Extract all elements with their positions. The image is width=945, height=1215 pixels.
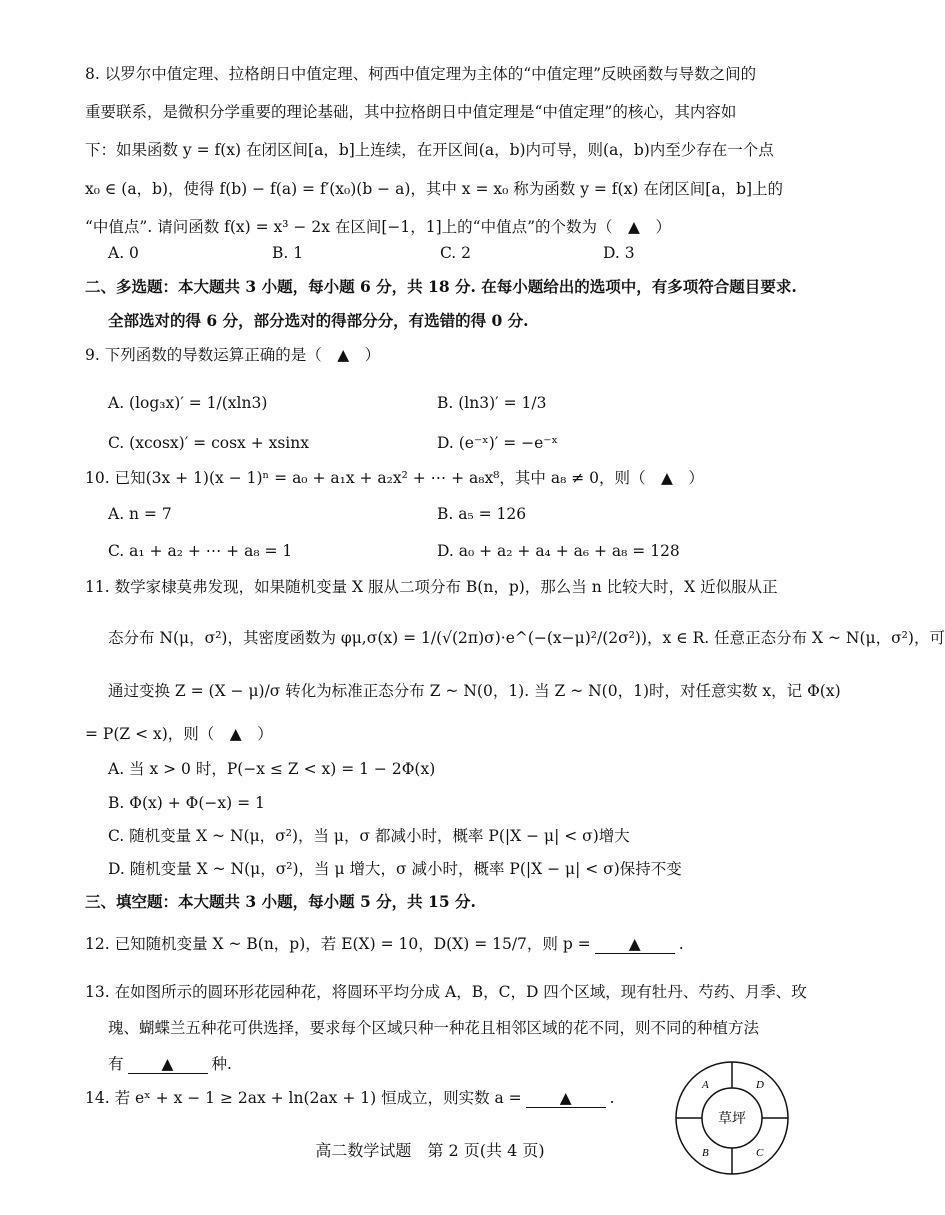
q11-line-2: 态分布 N(μ，σ²)，其密度函数为 φμ,σ(x) = 1/(√(2π)σ)·e^(−(x−μ)²/(2σ²))，x ∈ R. 任意正态分布 X ~ N(μ，σ²)，可	[108, 629, 945, 647]
q10-option-d[interactable]: D. a₀ + a₂ + a₄ + a₆ + a₈ = 128	[437, 542, 680, 560]
q10-stem: 10. 已知(3x + 1)(x − 1)ⁿ = a₀ + a₁x + a₂x² + ⋯ + a₈x⁸，其中 a₈ ≠ 0，则（ ▲ ）	[85, 469, 704, 487]
section-2-note: 全部选对的得 6 分，部分选对的得部分分，有选错的得 0 分.	[108, 311, 529, 330]
q11-option-b[interactable]: B. Φ(x) + Φ(−x) = 1	[108, 794, 265, 812]
region-label-c: C	[756, 1147, 764, 1159]
q14-end: .	[609, 1089, 615, 1107]
q9-option-c[interactable]: C. (xcosx)′ = cosx + xsinx	[108, 434, 309, 452]
q14-answer-blank[interactable]: ▲	[526, 1089, 606, 1108]
region-label-b: B	[702, 1147, 709, 1159]
q8-line-4: x₀ ∈ (a，b)，使得 f(b) − f(a) = f′(x₀)(b − a)，其中 x = x₀ 称为函数 y = f(x) 在闭区间[a，b]上的	[85, 180, 784, 198]
q12	[85, 933, 684, 955]
q8-option-a[interactable]: A. 0	[108, 244, 139, 262]
q14	[85, 1087, 615, 1109]
q10-option-b[interactable]: B. a₅ = 126	[437, 505, 527, 523]
region-label-a: A	[702, 1079, 709, 1091]
q9-option-a[interactable]: A. (log₃x)′ = 1/(xln3)	[108, 394, 268, 412]
q11-option-a[interactable]: A. 当 x > 0 时，P(−x ≤ Z < x) = 1 − 2Φ(x)	[108, 760, 436, 778]
section-2-heading: 二、多选题：本大题共 3 小题，每小题 6 分，共 18 分. 在每小题给出的选项中，有多项符合题目要求.	[85, 277, 797, 296]
q8-option-b[interactable]: B. 1	[272, 244, 304, 262]
q8-option-d[interactable]: D. 3	[603, 244, 635, 262]
q14-stem: 14. 若 eˣ + x − 1 ≥ 2ax + ln(2ax + 1) 恒成立，则实数 a =	[85, 1089, 522, 1107]
q8-line-2: 重要联系，是微积分学重要的理论基础，其中拉格朗日中值定理是“中值定理”的核心，其内容如	[85, 103, 737, 121]
lawn-label: 草坪	[718, 1111, 746, 1127]
q9-option-b[interactable]: B. (ln3)′ = 1/3	[437, 394, 547, 412]
q13-answer-blank[interactable]: ▲	[128, 1055, 208, 1074]
section-3-heading: 三、填空题：本大题共 3 小题，每小题 5 分，共 15 分.	[85, 892, 476, 911]
q9-stem: 9. 下列函数的导数运算正确的是（ ▲ ）	[85, 346, 381, 364]
q13-suffix: 种.	[211, 1055, 232, 1073]
q10-option-c[interactable]: C. a₁ + a₂ + ⋯ + a₈ = 1	[108, 542, 293, 560]
q9-option-d[interactable]: D. (e⁻ˣ)′ = −e⁻ˣ	[437, 434, 559, 452]
q11-line-4: = P(Z < x)，则（ ▲ ）	[85, 725, 273, 743]
q13-line-1: 13. 在如图所示的圆环形花园种花，将圆环平均分成 A，B，C，D 四个区域，现有牡丹、芍药、月季、玫	[85, 983, 807, 1001]
q11-line-3: 通过变换 Z = (X − μ)/σ 转化为标准正态分布 Z ~ N(0，1). 当 Z ~ N(0，1)时，对任意实数 x，记 Φ(x)	[108, 682, 841, 700]
q12-end: .	[678, 935, 684, 953]
q8-line-3: 下：如果函数 y = f(x) 在闭区间[a，b]上连续，在开区间(a，b)内可导，则(a，b)内至少存在一个点	[85, 141, 774, 159]
q8-line-5: “中值点”. 请问函数 f(x) = x³ − 2x 在区间[−1，1]上的“中值点”的个数为（ ▲ ）	[85, 218, 671, 236]
q11-option-d[interactable]: D. 随机变量 X ~ N(μ，σ²)，当 μ 增大，σ 减小时，概率 P(|X − μ| < σ)保持不变	[108, 860, 682, 878]
q10-option-a[interactable]: A. n = 7	[108, 505, 172, 523]
q11-option-c[interactable]: C. 随机变量 X ~ N(μ，σ²)，当 μ，σ 都减小时，概率 P(|X − μ| < σ)增大	[108, 827, 630, 845]
q11-line-1: 11. 数学家棣莫弗发现，如果随机变量 X 服从二项分布 B(n，p)，那么当 n 比较大时，X 近似服从正	[85, 578, 778, 596]
page-footer: 高二数学试题 第 2 页(共 4 页)	[315, 1141, 545, 1160]
q13-line-2: 瑰、蝴蝶兰五种花可供选择，要求每个区域只种一种花且相邻区域的花不同，则不同的种植方法	[108, 1019, 760, 1037]
q13-line-3	[108, 1053, 232, 1075]
q12-stem: 12. 已知随机变量 X ~ B(n，p)，若 E(X) = 10，D(X) = 15/7，则 p =	[85, 935, 591, 953]
region-label-d: D	[756, 1079, 764, 1091]
q8-option-c[interactable]: C. 2	[440, 244, 472, 262]
q13-prefix: 有	[108, 1055, 124, 1073]
q12-answer-blank[interactable]: ▲	[595, 935, 675, 954]
q8-line-1: 8. 以罗尔中值定理、拉格朗日中值定理、柯西中值定理为主体的“中值定理”反映函数与导数之间的	[85, 65, 757, 83]
